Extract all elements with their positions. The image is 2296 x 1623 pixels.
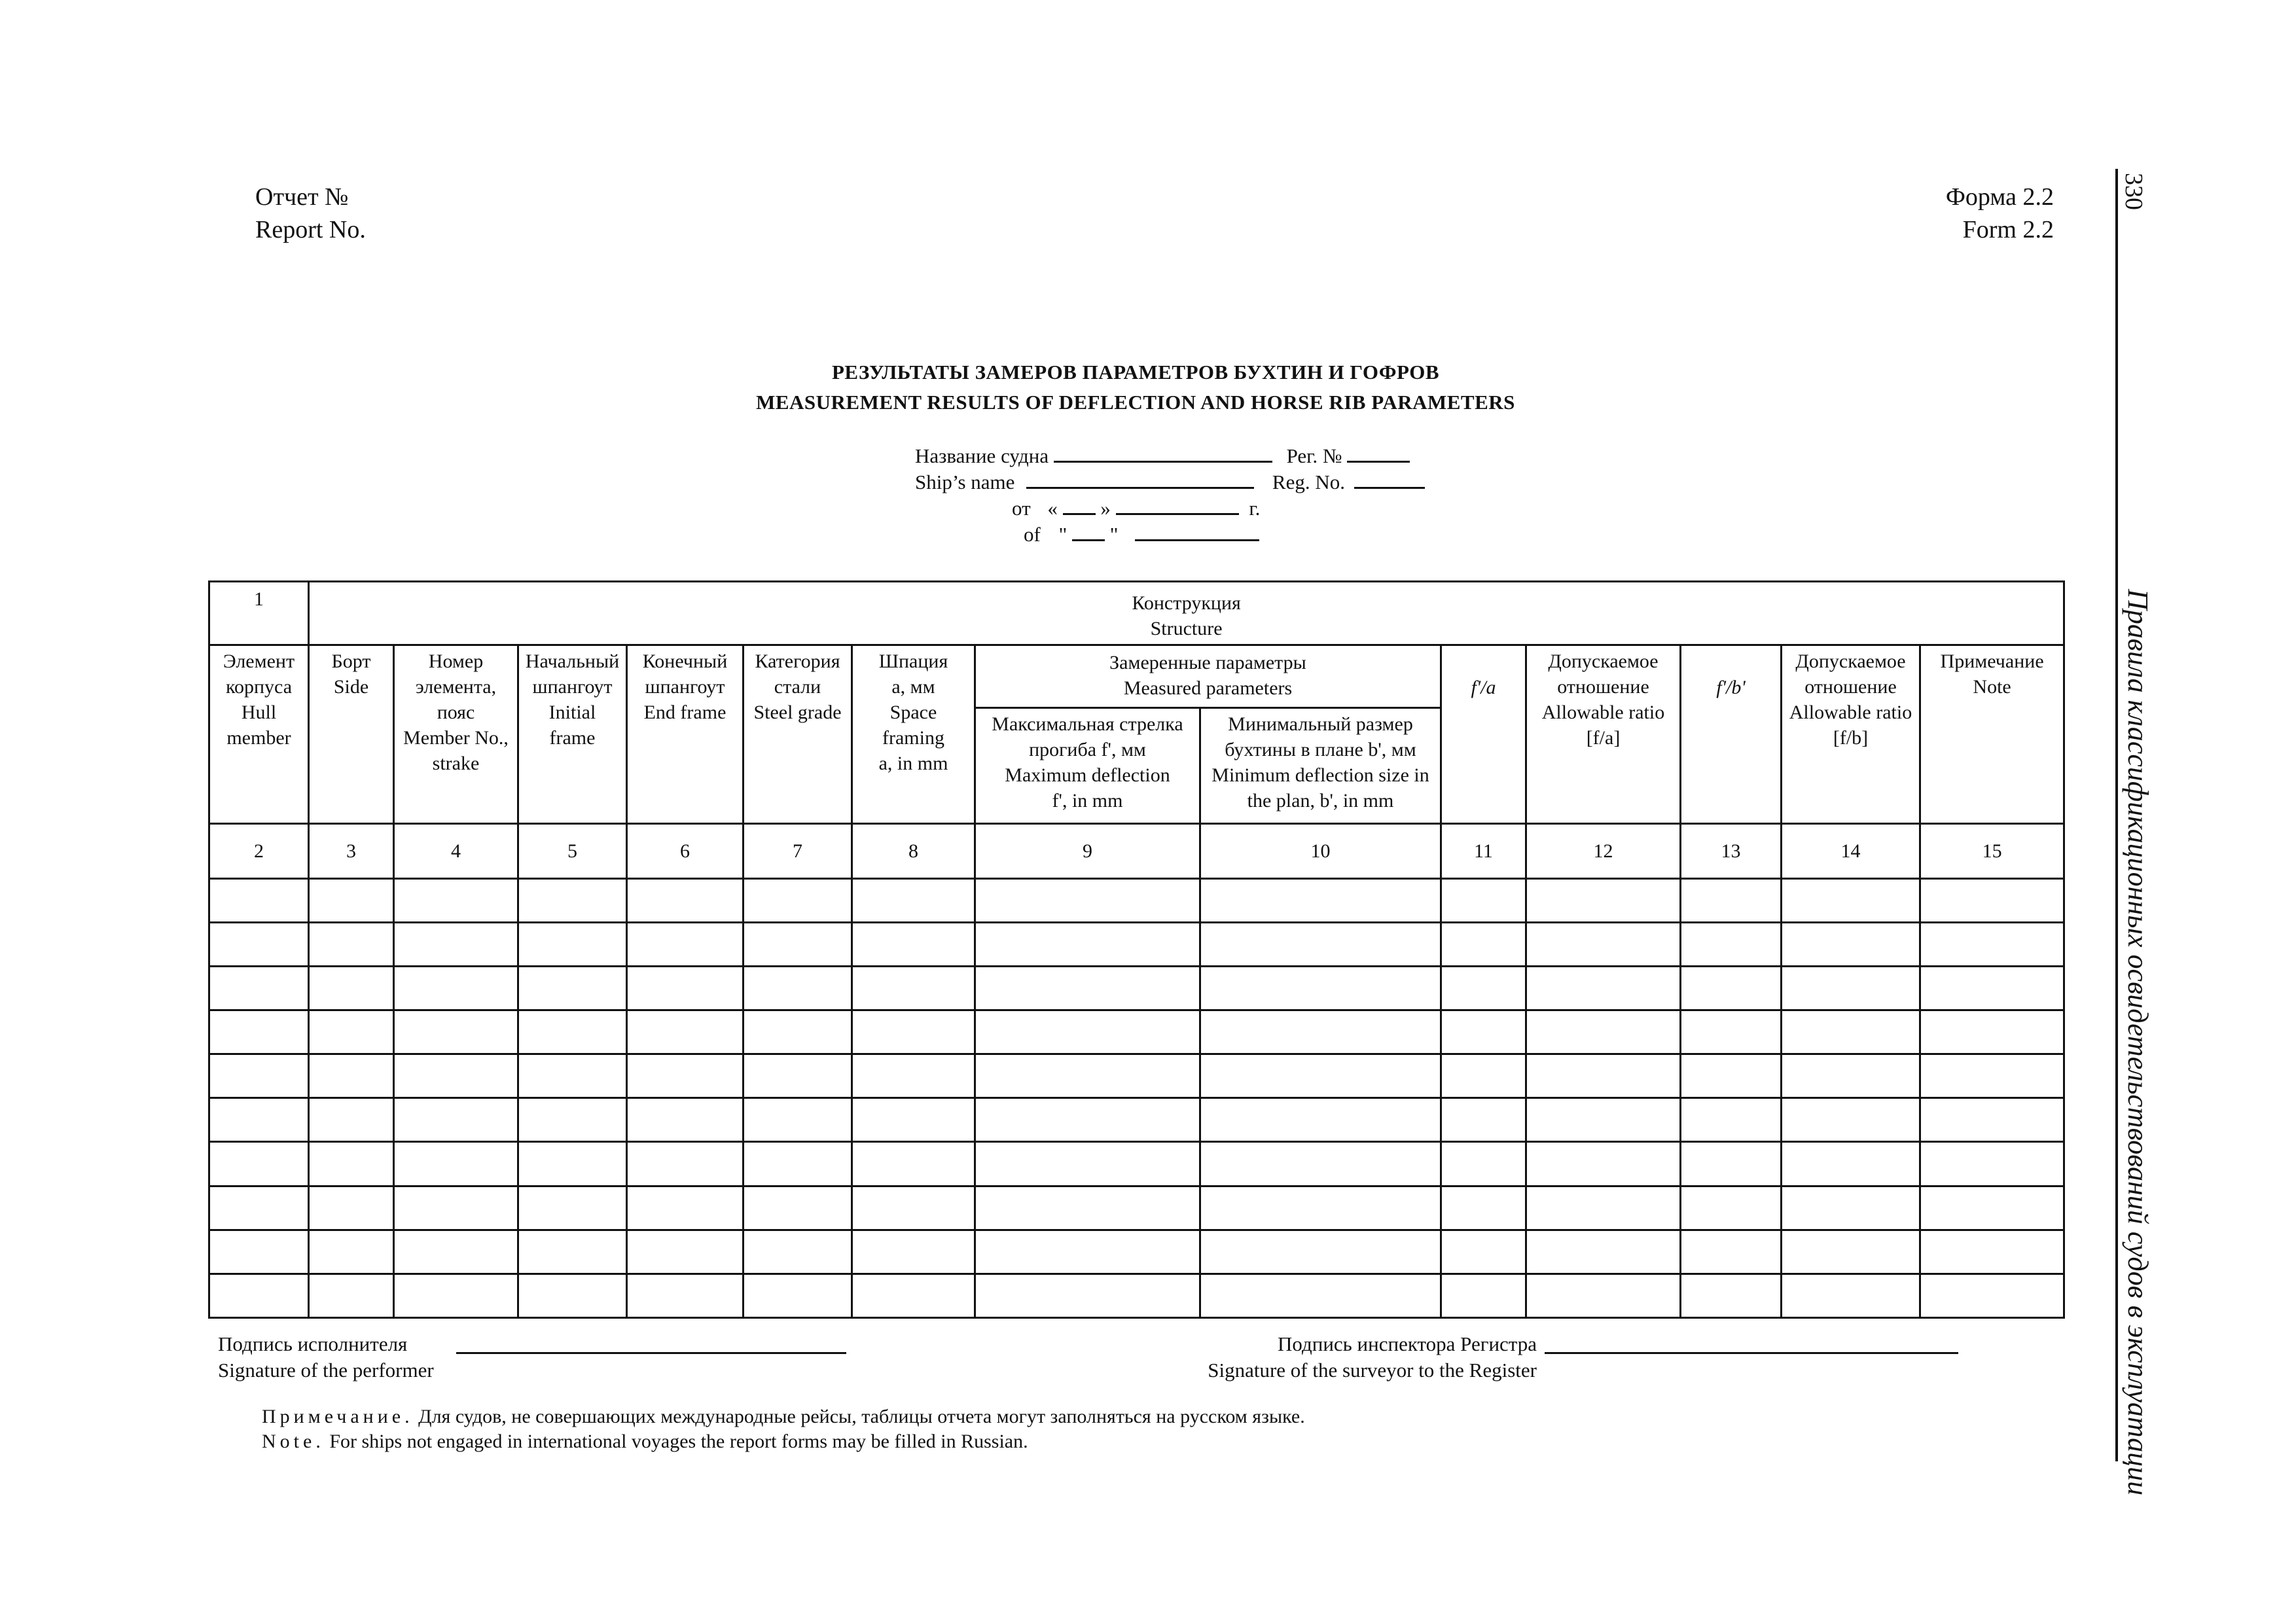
table-cell[interactable]: [309, 1010, 394, 1054]
table-cell[interactable]: [975, 1054, 1200, 1098]
header-line: strake: [432, 753, 480, 775]
form-label-en: Form 2.2: [1962, 216, 2054, 243]
header-line: Space: [889, 702, 937, 724]
report-number-label: [255, 181, 366, 246]
structure-label-ru: Конструкция: [1132, 592, 1241, 614]
table-cell[interactable]: [1526, 1186, 1681, 1230]
header-line: a, мм: [891, 676, 935, 698]
table-cell[interactable]: [1681, 1010, 1782, 1054]
title-ru: РЕЗУЛЬТАТЫ ЗАМЕРОВ ПАРАМЕТРОВ БУХТИН И ГОФРОВ: [831, 361, 1440, 383]
table-cell[interactable]: [309, 1230, 394, 1274]
table-cell[interactable]: [518, 1142, 627, 1186]
table-cell[interactable]: [627, 1054, 744, 1098]
header-line: элемента,: [415, 676, 497, 698]
header-line: f', in mm: [1052, 790, 1123, 812]
table-cell[interactable]: [518, 1274, 627, 1317]
measured-label-en: Measured parameters: [1123, 677, 1293, 700]
header-line: Максимальная стрелка: [992, 713, 1183, 736]
header-line: f'/b': [1716, 677, 1746, 699]
note-text-en: For ships not engaged in international voyages the report forms may be filled in Russian.: [329, 1431, 1028, 1452]
table-cell[interactable]: [1782, 1054, 1920, 1098]
table-cell[interactable]: [1920, 967, 2064, 1010]
table-cell[interactable]: [975, 967, 1200, 1010]
date-day-field-ru[interactable]: [1063, 493, 1096, 515]
table-cell[interactable]: [1441, 1054, 1526, 1098]
column-number-row: [209, 823, 2064, 878]
header-line: стали: [774, 676, 821, 698]
table-cell[interactable]: [518, 878, 627, 922]
header-line: пояс: [437, 702, 475, 724]
column-number: 8: [852, 823, 975, 878]
table-cell[interactable]: [627, 1186, 744, 1230]
table-cell[interactable]: [309, 1054, 394, 1098]
document-title: [0, 357, 2271, 418]
side-rule: [2115, 169, 2118, 1461]
table-cell[interactable]: [394, 1230, 518, 1274]
header-line: Допускаемое: [1795, 651, 1906, 673]
surveyor-label-en: Signature of the surveyor to the Register: [1208, 1359, 1537, 1382]
col-f-over-b-header: [1681, 645, 1782, 823]
table-cell[interactable]: [852, 1230, 975, 1274]
col-hull-member-header: [209, 645, 309, 823]
table-cell[interactable]: [975, 1274, 1200, 1317]
table-cell[interactable]: [975, 922, 1200, 966]
table-cell[interactable]: [209, 1186, 309, 1230]
surveyor-signature-line[interactable]: [1545, 1352, 1958, 1354]
reg-label-en: Reg. No.: [1272, 471, 1345, 493]
column-number: 14: [1782, 823, 1920, 878]
table-cell[interactable]: [518, 1054, 627, 1098]
header-line: отношение: [1804, 676, 1897, 698]
table-cell[interactable]: [518, 1186, 627, 1230]
table-cell[interactable]: [1200, 1054, 1441, 1098]
header-line: Допускаемое: [1548, 651, 1659, 673]
table-cell[interactable]: [309, 1098, 394, 1142]
table-cell[interactable]: [975, 878, 1200, 922]
table-cell[interactable]: [1681, 1098, 1782, 1142]
table-cell[interactable]: [394, 1274, 518, 1317]
table-cell[interactable]: [1526, 1142, 1681, 1186]
table-cell[interactable]: [627, 1274, 744, 1317]
table-cell[interactable]: [209, 922, 309, 966]
table-cell[interactable]: [852, 1054, 975, 1098]
table-cell[interactable]: [744, 1274, 852, 1317]
table-cell[interactable]: [1200, 1098, 1441, 1142]
header-line: framing: [882, 727, 944, 749]
reg-number-field-en[interactable]: [1354, 467, 1425, 489]
table-cell[interactable]: [1681, 967, 1782, 1010]
performer-label-en: Signature of the performer: [218, 1359, 434, 1382]
table-cell[interactable]: [975, 1186, 1200, 1230]
column-number: 12: [1526, 823, 1681, 878]
date-of-label-ru: от: [1012, 497, 1031, 520]
form-label-ru: Форма 2.2: [1945, 183, 2054, 211]
column-number: 9: [975, 823, 1200, 878]
table-cell[interactable]: [394, 922, 518, 966]
table-row: [209, 1098, 2064, 1142]
table-cell[interactable]: [394, 1010, 518, 1054]
table-cell[interactable]: [518, 967, 627, 1010]
table-cell[interactable]: [209, 1274, 309, 1317]
table-cell[interactable]: [1782, 967, 1920, 1010]
table-cell[interactable]: [1200, 1274, 1441, 1317]
table-cell[interactable]: [1441, 1186, 1526, 1230]
table-cell[interactable]: [1920, 1010, 2064, 1054]
column-number: 7: [744, 823, 852, 878]
table-cell[interactable]: [1526, 1274, 1681, 1317]
table-cell[interactable]: [309, 1186, 394, 1230]
header-line: корпуса: [225, 676, 293, 698]
table-cell[interactable]: [394, 1054, 518, 1098]
form-number-label: [1946, 181, 2054, 246]
table-cell[interactable]: [744, 967, 852, 1010]
structure-label-en: Structure: [1150, 618, 1223, 639]
header-line: Номер: [428, 651, 484, 673]
col-space-framing-header: [852, 645, 975, 823]
structure-row: [209, 582, 2064, 645]
header-line: Начальный: [525, 651, 620, 673]
header-line: member: [226, 727, 291, 749]
header-line: Категория: [755, 651, 840, 673]
col-member-no-header: [394, 645, 518, 823]
table-cell[interactable]: [627, 1098, 744, 1142]
table-cell[interactable]: [1920, 1186, 2064, 1230]
col-initial-frame-header: [518, 645, 627, 823]
table-cell[interactable]: [627, 922, 744, 966]
date-close-quote-ru: »: [1100, 497, 1111, 520]
column-number: 3: [309, 823, 394, 878]
table-cell[interactable]: [518, 1010, 627, 1054]
header-line: Allowable ratio: [1789, 702, 1912, 724]
table-cell[interactable]: [744, 878, 852, 922]
column-number: 11: [1441, 823, 1526, 878]
table-cell[interactable]: [1681, 1274, 1782, 1317]
table-cell[interactable]: [1920, 878, 2064, 922]
col-allowable-fa-header: [1526, 645, 1681, 823]
table-cell[interactable]: [1681, 1142, 1782, 1186]
date-open-quote-ru: «: [1047, 497, 1058, 520]
table-row: [209, 1054, 2064, 1098]
table-cell[interactable]: [309, 1142, 394, 1186]
title-en: MEASUREMENT RESULTS OF DEFLECTION AND HORSE RIB PARAMETERS: [756, 391, 1515, 414]
table-cell[interactable]: [744, 1098, 852, 1142]
header-line: Member No.,: [403, 727, 509, 749]
table-cell[interactable]: [309, 922, 394, 966]
column-number: 2: [209, 823, 309, 878]
page-number: 330: [2120, 173, 2147, 210]
surveyor-signature-block: [1177, 1331, 1537, 1383]
date-month-field-ru[interactable]: [1116, 493, 1239, 515]
measurement-table: [208, 580, 2065, 1319]
ship-name-row-en: [915, 467, 1425, 495]
column-number: 15: [1920, 823, 2064, 878]
table-cell[interactable]: [1782, 1186, 1920, 1230]
table-cell[interactable]: [852, 1010, 975, 1054]
column-number: 10: [1200, 823, 1441, 878]
header-line: Allowable ratio: [1541, 702, 1665, 724]
table-cell[interactable]: [744, 1054, 852, 1098]
performer-label-ru: Подпись исполнителя: [218, 1332, 408, 1355]
table-cell[interactable]: [852, 922, 975, 966]
measured-label-ru: Замеренные параметры: [1109, 652, 1306, 674]
table-cell[interactable]: [1200, 1142, 1441, 1186]
ship-name-row-ru: [915, 441, 1410, 469]
table-cell[interactable]: [1920, 1274, 2064, 1317]
measured-parameters-header: [975, 645, 1441, 708]
table-cell[interactable]: [209, 967, 309, 1010]
table-row: [209, 1186, 2064, 1230]
header-line: Side: [333, 676, 369, 698]
table-cell[interactable]: [1681, 1186, 1782, 1230]
table-cell[interactable]: [975, 1142, 1200, 1186]
table-cell[interactable]: [744, 1142, 852, 1186]
header-line: шпангоут: [532, 676, 613, 698]
date-row-en: [1024, 520, 1259, 548]
table-cell[interactable]: [309, 967, 394, 1010]
ship-name-field-ru[interactable]: [1054, 441, 1272, 463]
ship-name-label-en: Ship’s name: [915, 471, 1015, 493]
table-cell[interactable]: [394, 1142, 518, 1186]
table-cell[interactable]: [1526, 967, 1681, 1010]
table-cell[interactable]: [975, 1230, 1200, 1274]
table-cell[interactable]: [209, 1054, 309, 1098]
header-line: End frame: [643, 702, 726, 724]
table-cell[interactable]: [1441, 967, 1526, 1010]
table-cell[interactable]: [744, 922, 852, 966]
table-cell[interactable]: [1782, 1230, 1920, 1274]
header-line: a, in mm: [878, 753, 948, 775]
col-min-deflection-size-header: [1200, 708, 1441, 823]
table-cell[interactable]: [518, 922, 627, 966]
table-cell[interactable]: [852, 1274, 975, 1317]
col-max-deflection-header: [975, 708, 1200, 823]
table-cell[interactable]: [1200, 1230, 1441, 1274]
table-cell[interactable]: [744, 1010, 852, 1054]
table-cell[interactable]: [209, 878, 309, 922]
table-cell[interactable]: [309, 1274, 394, 1317]
note-block: [262, 1404, 1305, 1454]
table-cell[interactable]: [1526, 1010, 1681, 1054]
table-cell[interactable]: [1920, 1054, 2064, 1098]
table-cell[interactable]: [852, 1098, 975, 1142]
column-header-row-1: [209, 645, 2064, 708]
table-cell[interactable]: [209, 1010, 309, 1054]
note-label-en: Note.: [262, 1431, 325, 1452]
table-row: [209, 1142, 2064, 1186]
header-line: Initial: [548, 702, 596, 724]
header-line: Maximum deflection: [1005, 764, 1170, 787]
header-line: Элемент: [223, 651, 295, 673]
table-cell[interactable]: [1200, 967, 1441, 1010]
table-cell[interactable]: [744, 1230, 852, 1274]
date-year-label-ru: г.: [1249, 497, 1261, 520]
header-line: Минимальный размер: [1228, 713, 1413, 736]
date-close-quote-en: ": [1109, 523, 1119, 546]
table-cell[interactable]: [1782, 878, 1920, 922]
table-cell[interactable]: [1782, 1098, 1920, 1142]
header-line: the plan, b', in mm: [1247, 790, 1394, 812]
table-cell[interactable]: [1200, 922, 1441, 966]
table-row: [209, 1010, 2064, 1054]
report-label-ru: Отчет №: [255, 183, 349, 211]
note-en: [262, 1429, 1305, 1454]
header-line: Борт: [331, 651, 371, 673]
running-title: Правила классификационных освидетельствований судов в эксплуатации: [2122, 589, 2154, 1496]
header-line: шпангоут: [645, 676, 725, 698]
header-line: Minimum deflection size in: [1211, 764, 1429, 787]
header-line: Steel grade: [753, 702, 842, 724]
section-number-cell: 1: [209, 582, 309, 645]
table-cell[interactable]: [1681, 1054, 1782, 1098]
table-cell[interactable]: [1782, 1010, 1920, 1054]
table-cell[interactable]: [744, 1186, 852, 1230]
header-line: прогиба f', мм: [1029, 739, 1146, 761]
column-number: 4: [394, 823, 518, 878]
table-cell[interactable]: [1441, 1010, 1526, 1054]
table-cell[interactable]: [852, 1186, 975, 1230]
table-cell[interactable]: [518, 1230, 627, 1274]
header-line: бухтины в плане b', мм: [1225, 739, 1416, 761]
table-cell[interactable]: [852, 878, 975, 922]
table-cell[interactable]: [1441, 1142, 1526, 1186]
table-row: [209, 1230, 2064, 1274]
table-cell[interactable]: [1441, 922, 1526, 966]
table-cell[interactable]: [1681, 1230, 1782, 1274]
table-cell[interactable]: [1526, 1054, 1681, 1098]
report-label-en: Report No.: [255, 216, 366, 243]
ship-name-label-ru: Название судна: [915, 444, 1049, 467]
table-cell[interactable]: [394, 967, 518, 1010]
table-cell[interactable]: [852, 967, 975, 1010]
header-line: [f/a]: [1586, 727, 1621, 749]
column-number: 6: [627, 823, 744, 878]
table-cell[interactable]: [1441, 1274, 1526, 1317]
col-side-header: [309, 645, 394, 823]
table-cell[interactable]: [394, 878, 518, 922]
table-cell[interactable]: [1200, 1186, 1441, 1230]
header-line: [f/b]: [1833, 727, 1869, 749]
header-line: f'/a: [1471, 677, 1496, 699]
table-cell[interactable]: [975, 1010, 1200, 1054]
table-cell[interactable]: [209, 1142, 309, 1186]
header-line: Конечный: [642, 651, 728, 673]
note-text-ru: Для судов, не совершающих международные рейсы, таблицы отчета могут заполняться на русском языке.: [418, 1406, 1305, 1427]
table-cell[interactable]: [1526, 1098, 1681, 1142]
table-cell[interactable]: [1920, 1230, 2064, 1274]
date-open-quote-en: ": [1058, 523, 1067, 546]
table-cell[interactable]: [1920, 1098, 2064, 1142]
ship-name-field-en[interactable]: [1026, 467, 1254, 489]
date-row-ru: [1012, 493, 1260, 522]
table-cell[interactable]: [627, 878, 744, 922]
table-cell[interactable]: [394, 1098, 518, 1142]
table-row: [209, 878, 2064, 922]
header-line: Hull: [241, 702, 277, 724]
col-allowable-fb-header: [1782, 645, 1920, 823]
table-cell[interactable]: [1681, 922, 1782, 966]
date-month-field-en[interactable]: [1135, 520, 1259, 541]
table-cell[interactable]: [627, 967, 744, 1010]
col-f-over-a-header: [1441, 645, 1526, 823]
note-ru: [262, 1404, 1305, 1429]
reg-number-field-ru[interactable]: [1347, 441, 1410, 463]
table-cell[interactable]: [209, 1230, 309, 1274]
table-cell[interactable]: [1526, 922, 1681, 966]
header-line: frame: [549, 727, 596, 749]
table-cell[interactable]: [394, 1186, 518, 1230]
header-line: Note: [1973, 676, 2011, 698]
table-cell[interactable]: [1782, 922, 1920, 966]
table-cell[interactable]: [627, 1010, 744, 1054]
col-end-frame-header: [627, 645, 744, 823]
table-cell[interactable]: [1681, 878, 1782, 922]
table-cell[interactable]: [518, 1098, 627, 1142]
table-cell[interactable]: [627, 1142, 744, 1186]
table-cell[interactable]: [1441, 878, 1526, 922]
table-cell[interactable]: [309, 878, 394, 922]
table-cell[interactable]: [975, 1098, 1200, 1142]
table-cell[interactable]: [1920, 922, 2064, 966]
table-cell[interactable]: [209, 1098, 309, 1142]
col-note-header: [1920, 645, 2064, 823]
table-cell[interactable]: [1526, 878, 1681, 922]
table-row: [209, 967, 2064, 1010]
surveyor-label-ru: Подпись инспектора Регистра: [1277, 1332, 1537, 1355]
table-cell[interactable]: [1782, 1142, 1920, 1186]
column-number: 13: [1681, 823, 1782, 878]
table-cell[interactable]: [1441, 1230, 1526, 1274]
date-day-field-en[interactable]: [1072, 520, 1105, 541]
header-line: отношение: [1557, 676, 1649, 698]
column-number: 5: [518, 823, 627, 878]
reg-label-ru: Рег. №: [1286, 444, 1342, 467]
table-cell[interactable]: [1526, 1230, 1681, 1274]
table-row: [209, 1274, 2064, 1317]
table-cell[interactable]: [1441, 1098, 1526, 1142]
performer-signature-line[interactable]: [456, 1352, 846, 1354]
table-cell[interactable]: [1920, 1142, 2064, 1186]
structure-header-cell: [309, 582, 2064, 645]
table-cell[interactable]: [627, 1230, 744, 1274]
table-cell[interactable]: [1200, 878, 1441, 922]
table-cell[interactable]: [852, 1142, 975, 1186]
header-line: Шпация: [878, 651, 948, 673]
date-of-label-en: of: [1024, 523, 1041, 546]
note-label-ru: Примечание.: [262, 1406, 414, 1427]
table-cell[interactable]: [1782, 1274, 1920, 1317]
col-steel-grade-header: [744, 645, 852, 823]
performer-signature-block: [218, 1331, 434, 1383]
table-row: [209, 922, 2064, 966]
table-cell[interactable]: [1200, 1010, 1441, 1054]
header-line: Примечание: [1940, 651, 2044, 673]
